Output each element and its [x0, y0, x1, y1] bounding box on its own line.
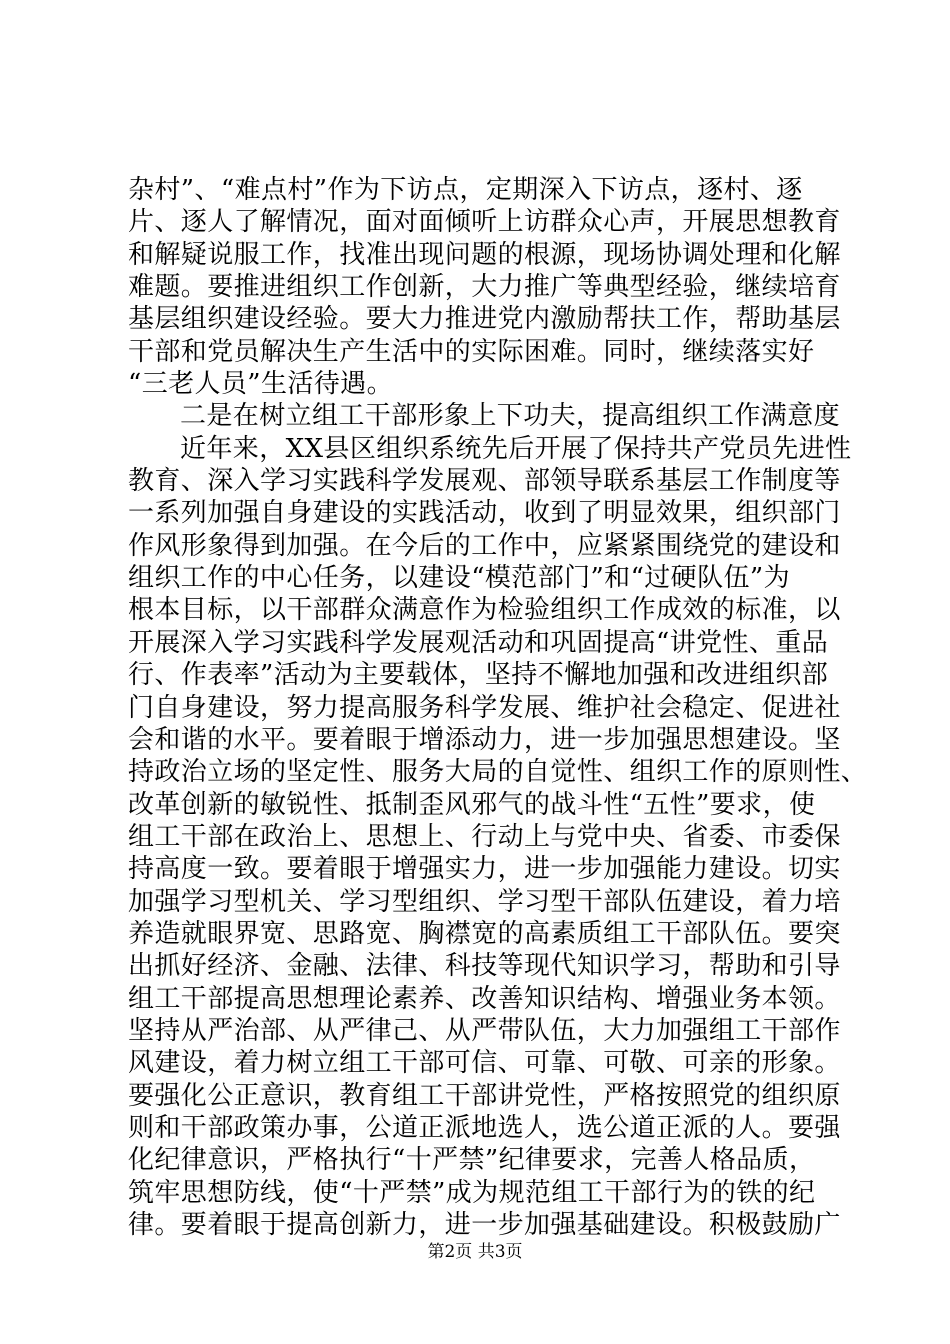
- text-line: 持政治立场的坚定性、服务大局的自觉性、组织工作的原则性、: [128, 757, 868, 788]
- document-body: [128, 174, 868, 1241]
- text-line: 基层组织建设经验。要大力推进党内激励帮扶工作，帮助基层: [128, 304, 841, 335]
- text-line: 干部和党员解决生产生活中的实际困难。同时，继续落实好: [128, 336, 815, 367]
- text-line: 风建设，着力树立组工干部可信、可靠、可敬、可亲的形象。: [128, 1048, 841, 1079]
- text-line: 和解疑说服工作，找准出现问题的根源，现场协调处理和化解: [128, 239, 841, 270]
- text-line: 养造就眼界宽、思路宽、胸襟宽的高素质组工干部队伍。要突: [128, 918, 841, 949]
- text-line: 持高度一致。要着眼于增强实力，进一步加强能力建设。切实: [128, 854, 841, 885]
- text-line: 作风形象得到加强。在今后的工作中，应紧紧围绕党的建设和: [128, 530, 841, 561]
- text-line: 会和谐的水平。要着眼于增添动力，进一步加强思想建设。坚: [128, 724, 841, 755]
- text-line: 根本目标，以干部群众满意作为检验组织工作成效的标准，以: [128, 595, 841, 626]
- text-line: 杂村”、“难点村”作为下访点，定期深入下访点，逐村、逐: [128, 175, 803, 205]
- paragraph-start: 近年来，XX县区组织系统先后开展了保持共产党员先进性: [180, 433, 852, 464]
- text-line: 组工干部在政治上、思想上、行动上与党中央、省委、市委保: [128, 821, 841, 852]
- text-line: 要强化公正意识，教育组工干部讲党性，严格按照党的组织原: [128, 1080, 841, 1111]
- text-line: 难题。要推进组织工作创新，大力推广等典型经验，继续培育: [128, 272, 841, 303]
- text-line: 组工干部提高思想理论素养、改善知识结构、增强业务本领。: [128, 983, 841, 1014]
- text-line: “三老人员”生活待遇。: [128, 369, 393, 400]
- text-line: 一系列加强自身建设的实践活动，收到了明显效果，组织部门: [128, 498, 841, 529]
- text-line: 坚持从严治部、从严律己、从严带队伍，大力加强组工干部作: [128, 1015, 841, 1046]
- text-line: 片、逐人了解情况，面对面倾听上访群众心声，开展思想教育: [128, 207, 841, 238]
- text-line: 开展深入学习实践科学发展观活动和巩固提高“讲党性、重品: [128, 627, 829, 658]
- text-line: 改革创新的敏锐性、抵制歪风邪气的战斗性“五性”要求，使: [128, 789, 816, 820]
- page-footer: [0, 1240, 950, 1264]
- text-line: 则和干部政策办事，公道正派地选人，选公道正派的人。要强: [128, 1112, 841, 1143]
- text-line: 门自身建设，努力提高服务科学发展、维护社会稳定、促进社: [128, 692, 841, 723]
- text-line: 组织工作的中心任务，以建设“模范部门”和“过硬队伍”为: [128, 563, 790, 594]
- text-line: 行、作表率”活动为主要载体，坚持不懈地加强和改进组织部: [128, 660, 829, 691]
- page-number: 第2页 共3页: [427, 1242, 523, 1262]
- text-line: 筑牢思想防线，使“十严禁”成为规范组工干部行为的铁的纪: [128, 1177, 816, 1208]
- text-line: 出抓好经济、金融、法律、科技等现代知识学习，帮助和引导: [128, 951, 841, 982]
- text-line: 加强学习型机关、学习型组织、学习型干部队伍建设，着力培: [128, 886, 841, 917]
- text-line: 教育、深入学习实践科学发展观、部领导联系基层工作制度等: [128, 466, 841, 497]
- section-heading: 二是在树立组工干部形象上下功夫，提高组织工作满意度: [180, 401, 841, 432]
- text-line: 律。要着眼于提高创新力，进一步加强基础建设。积极鼓励广: [128, 1210, 841, 1240]
- text-line: 化纪律意识，严格执行“十严禁”纪律要求，完善人格品质，: [128, 1145, 816, 1176]
